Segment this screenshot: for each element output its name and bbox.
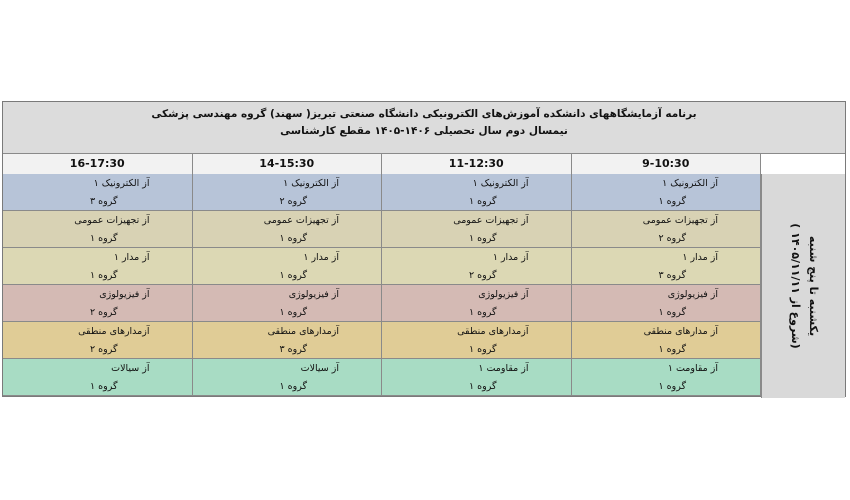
schedule-sheet [2, 101, 846, 397]
schedule-cell [193, 211, 383, 248]
lab-group: گروه ۱ [279, 233, 307, 244]
schedule-grid [3, 154, 845, 398]
lab-name: آز مدار ۱ [682, 252, 718, 263]
lab-name: آزمدارهای منطقی [267, 326, 339, 337]
schedule-cell [193, 359, 383, 396]
lab-name: آز الکترونیک ۱ [662, 178, 718, 189]
schedule-cell [382, 322, 572, 359]
lab-group: گروه ۲ [658, 233, 686, 244]
schedule-cell [382, 174, 572, 211]
lab-name: آز سیالات [111, 363, 150, 374]
lab-name: آز فیزیولوژی [288, 289, 339, 300]
title-line-2: نیمسال دوم سال تحصیلی ۱۴۰۶-۱۴۰۵ مقطع کارشناسی [280, 125, 568, 137]
lab-group: گروه ۲ [90, 307, 118, 318]
schedule-cell [572, 174, 762, 211]
lab-name: آزمدارهای منطقی [78, 326, 150, 337]
lab-name: آز سیالات [300, 363, 339, 374]
lab-group: گروه ۱ [279, 381, 307, 392]
lab-name: آز تجهیزات عمومی [642, 215, 718, 226]
lab-name: آز تجهیزات عمومی [263, 215, 339, 226]
lab-group: گروه ۱ [469, 233, 497, 244]
schedule-cell [3, 248, 193, 285]
lab-name: آز فیزیولوژی [99, 289, 150, 300]
lab-name: آز تجهیزات عمومی [74, 215, 150, 226]
lab-group: گروه ۱ [658, 196, 686, 207]
lab-group: گروه ۱ [279, 270, 307, 281]
lab-group: گروه ۳ [658, 270, 686, 281]
schedule-cell [382, 248, 572, 285]
schedule-cell [572, 285, 762, 322]
schedule-cell [382, 285, 572, 322]
lab-name: آز تجهیزات عمومی [453, 215, 529, 226]
schedule-cell [572, 248, 762, 285]
schedule-cell [193, 248, 383, 285]
lab-name: آز مقاومت ۱ [478, 363, 529, 374]
lab-name: آز الکترونیک ۱ [93, 178, 150, 189]
schedule-cell [572, 322, 762, 359]
schedule-cell [193, 322, 383, 359]
day-column [761, 174, 845, 398]
day-label-start-date: (شروع از ۱۴۰۵/۱۱/۱۱ ) [788, 223, 802, 349]
lab-group: گروه ۳ [279, 344, 307, 355]
day-label [786, 223, 822, 348]
lab-group: گروه ۲ [279, 196, 307, 207]
title-line-1: برنامه آزمایشگاههای دانشکده آموزش‌های الکترونیکی دانشگاه صنعتی تبریز( سهند) گروه مهندسی پزشکی [151, 108, 697, 120]
lab-name: آز مدار ۱ [492, 252, 529, 263]
lab-name: آز مقاومت ۱ [667, 363, 718, 374]
schedule-cell [3, 359, 193, 396]
schedule-cell [3, 285, 193, 322]
lab-name: آز مدار ۱ [303, 252, 339, 263]
lab-group: گروه ۱ [469, 307, 497, 318]
time-slot-header: 16-17:30 [3, 154, 193, 174]
lab-name: آزمدارهای منطقی [457, 326, 529, 337]
lab-name: آز مدارهای منطقی [643, 326, 718, 337]
lab-group: گروه ۱ [658, 344, 686, 355]
schedule-cell [382, 359, 572, 396]
schedule-cell [572, 359, 762, 396]
lab-group: گروه ۱ [658, 307, 686, 318]
lab-group: گروه ۱ [279, 307, 307, 318]
lab-name: آز الکترونیک ۱ [283, 178, 339, 189]
lab-name: آز فیزیولوژی [667, 289, 718, 300]
schedule-title [3, 102, 845, 154]
lab-name: آز الکترونیک ۱ [472, 178, 529, 189]
schedule-cell [3, 211, 193, 248]
time-slot-header: 14-15:30 [193, 154, 383, 174]
lab-group: گروه ۱ [90, 233, 118, 244]
lab-group: گروه ۳ [90, 196, 118, 207]
lab-group: گروه ۱ [90, 381, 118, 392]
lab-group: گروه ۱ [469, 381, 497, 392]
schedule-cell [193, 285, 383, 322]
schedule-cell [3, 322, 193, 359]
lab-group: گروه ۲ [469, 270, 497, 281]
lab-group: گروه ۱ [658, 381, 686, 392]
lab-group: گروه ۱ [90, 270, 118, 281]
lab-group: گروه ۱ [469, 196, 497, 207]
day-label-days: یکشنبه تا پنج شنبه [806, 235, 820, 337]
time-slot-header: 9-10:30 [572, 154, 762, 174]
lab-name: آز فیزیولوژی [478, 289, 529, 300]
lab-group: گروه ۱ [469, 344, 497, 355]
schedule-cell [382, 211, 572, 248]
schedule-cell [193, 174, 383, 211]
time-slot-header: 11-12:30 [382, 154, 572, 174]
lab-group: گروه ۲ [90, 344, 118, 355]
lab-name: آز مدار ۱ [113, 252, 150, 263]
schedule-cell [3, 174, 193, 211]
schedule-cell [572, 211, 762, 248]
